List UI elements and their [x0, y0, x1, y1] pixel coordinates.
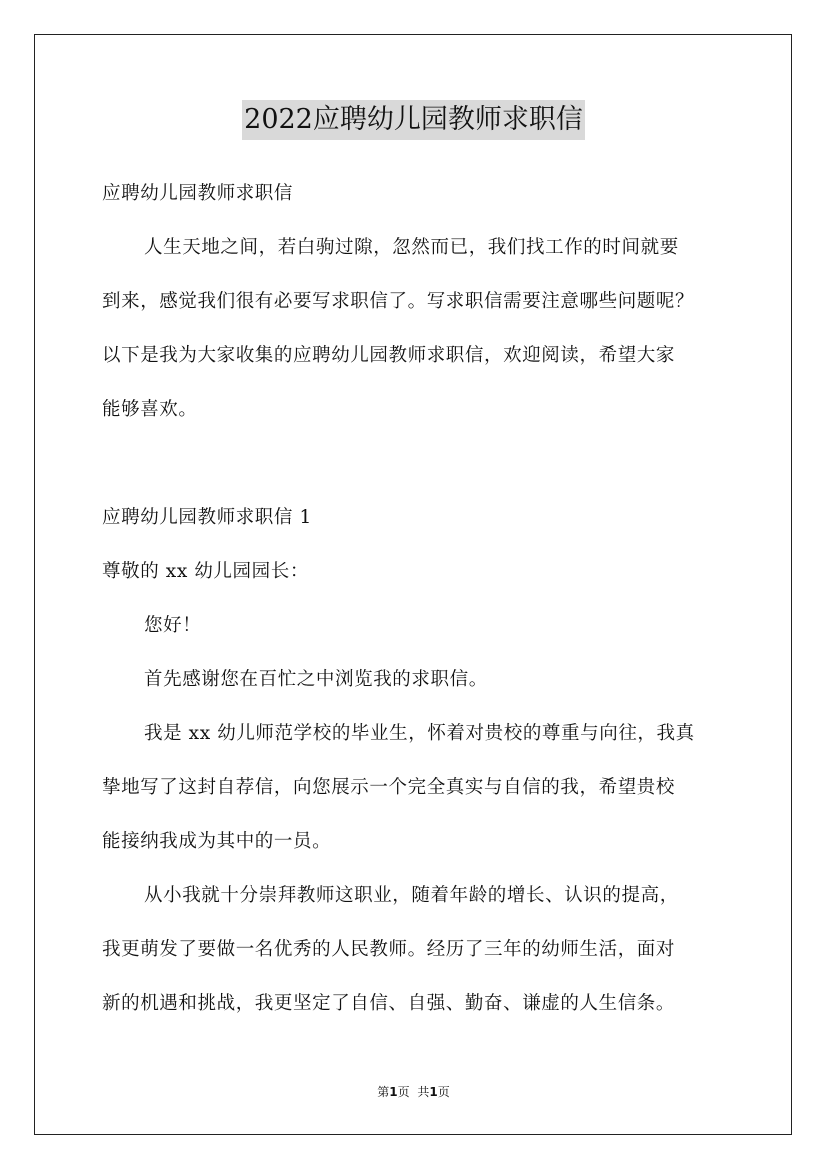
- page-number: 1: [389, 1085, 398, 1099]
- title-container: [0, 100, 827, 140]
- salutation: 尊敬的 xx 幼儿园园长：: [102, 561, 309, 582]
- page-footer: [0, 1084, 827, 1100]
- paragraph-line: 挚地写了这封自荐信，向您展示一个完全真实与自信的我，希望贵校: [102, 777, 676, 798]
- paragraph-line: 首先感谢您在百忙之中浏览我的求职信。: [144, 669, 488, 690]
- paragraph-line: 到来，感觉我们很有必要写求职信了。写求职信需要注意哪些问题呢？: [102, 291, 695, 312]
- page-suffix: 页: [397, 1085, 410, 1099]
- letter-heading: 应聘幼儿园教师求职信 1: [102, 507, 312, 528]
- total-pages: 1: [429, 1085, 438, 1099]
- page-prefix: 第: [377, 1085, 390, 1099]
- paragraph-line: 能够喜欢。: [102, 399, 198, 420]
- paragraph-line: 人生天地之间，若白驹过隙，忽然而已，我们找工作的时间就要: [144, 237, 679, 258]
- document-title: 2022应聘幼儿园教师求职信: [242, 100, 585, 140]
- section-heading: 应聘幼儿园教师求职信: [102, 183, 294, 204]
- paragraph-line: 以下是我为大家收集的应聘幼儿园教师求职信，欢迎阅读，希望大家: [102, 345, 676, 366]
- paragraph-line: 我更萌发了要做一名优秀的人民教师。经历了三年的幼师生活，面对: [102, 939, 676, 960]
- paragraph-line: 我是 xx 幼儿师范学校的毕业生，怀着对贵校的尊重与向往，我真: [144, 723, 695, 744]
- greeting: 您好！: [144, 615, 202, 636]
- paragraph-line: 能接纳我成为其中的一员。: [102, 831, 332, 852]
- paragraph-line: 从小我就十分崇拜教师这职业，随着年龄的增长、认识的提高，: [144, 885, 679, 906]
- paragraph-line: 新的机遇和挑战，我更坚定了自信、自强、勤奋、谦虚的人生信条。: [102, 993, 676, 1014]
- total-prefix: 共: [417, 1085, 430, 1099]
- total-suffix: 页: [437, 1085, 450, 1099]
